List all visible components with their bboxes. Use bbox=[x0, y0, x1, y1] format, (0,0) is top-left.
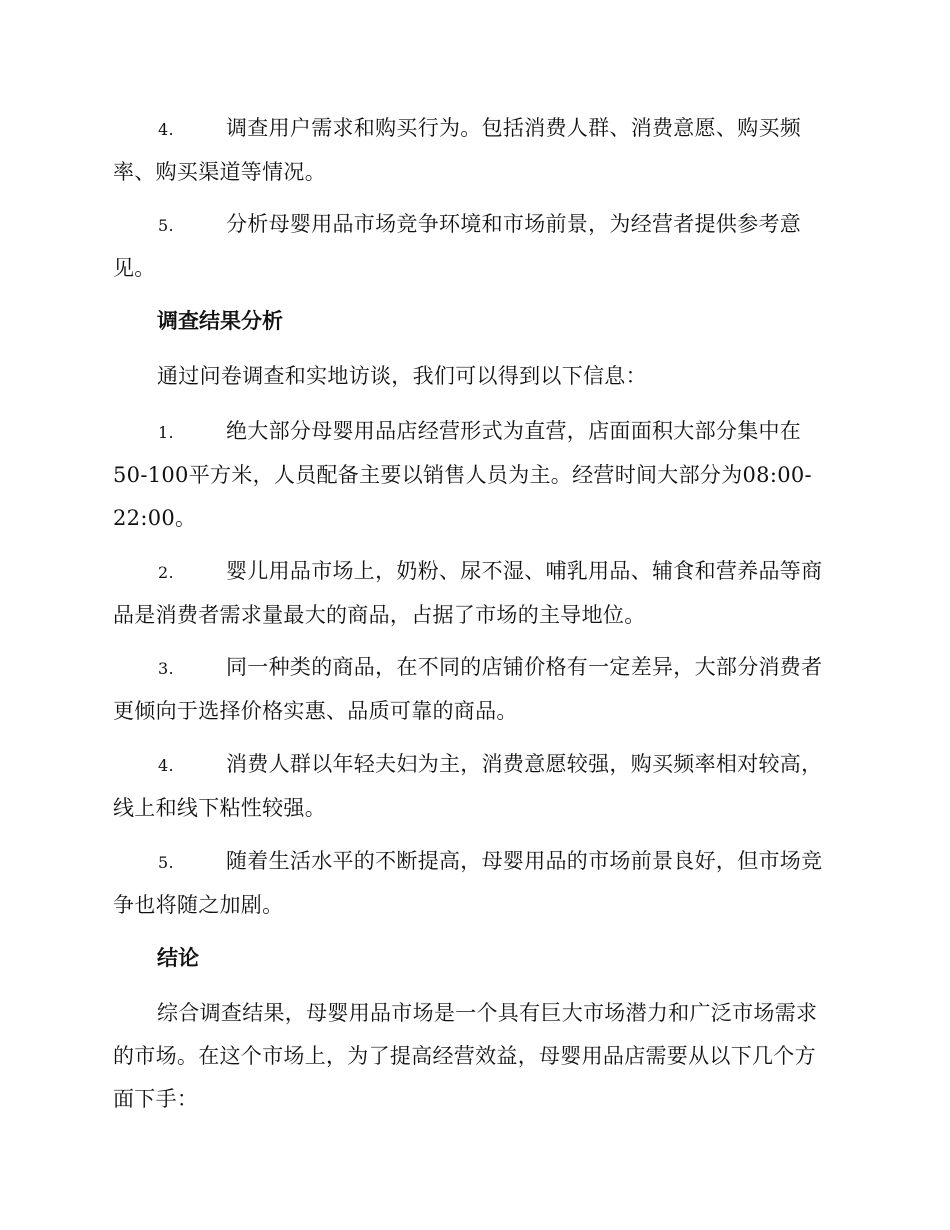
list-item-number: 5. bbox=[158, 853, 174, 872]
list-item-text: 同一种类的商品，在不同的店铺价格有一定差异，大部分消费者更倾向于选择价格实惠、品质可靠的商品。 bbox=[113, 655, 823, 723]
list-item-text: 绝大部分母婴用品店经营形式为直营，店面面积大部分集中在50-100平方米，人员配备主要以销售人员为主。经营时间大部分为08:00-22:00。 bbox=[113, 419, 812, 530]
list-item-number: 4. bbox=[158, 120, 174, 139]
list-item bbox=[113, 743, 833, 830]
list-item-text: 随着生活水平的不断提高，母婴用品的市场前景良好，但市场竞争也将随之加剧。 bbox=[113, 849, 823, 917]
list-item-text: 分析母婴用品市场竞争环境和市场前景，为经营者提供参考意见。 bbox=[113, 212, 802, 280]
analysis-intro: 通过问卷调查和实地访谈，我们可以得到以下信息： bbox=[157, 364, 647, 388]
list-item bbox=[113, 410, 833, 540]
section-heading-conclusion: 结论 bbox=[157, 946, 199, 970]
list-item-number: 1. bbox=[158, 423, 174, 442]
list-item bbox=[113, 550, 833, 637]
list-item-text: 婴儿用品市场上，奶粉、尿不湿、哺乳用品、辅食和营养品等商品是消费者需求量最大的商品，占据了市场的主导地位。 bbox=[113, 559, 823, 627]
list-item-number: 5. bbox=[158, 216, 174, 235]
list-item-number: 4. bbox=[158, 756, 174, 775]
conclusion-text: 综合调查结果，母婴用品市场是一个具有巨大市场潜力和广泛市场需求的市场。在这个市场上，为了提高经营效益，母婴用品店需要从以下几个方面下手： bbox=[113, 1001, 818, 1111]
list-item bbox=[113, 107, 833, 194]
list-item bbox=[113, 646, 833, 733]
list-item-number: 2. bbox=[158, 563, 174, 582]
list-item-text: 消费人群以年轻夫妇为主，消费意愿较强，购买频率相对较高，线上和线下粘性较强。 bbox=[113, 752, 823, 820]
list-item bbox=[113, 203, 833, 290]
list-item-text: 调查用户需求和购买行为。包括消费人群、消费意愿、购买频率、购买渠道等情况。 bbox=[113, 116, 802, 184]
section-heading-analysis: 调查结果分析 bbox=[157, 309, 283, 333]
list-item-number: 3. bbox=[158, 659, 174, 678]
list-item bbox=[113, 840, 833, 927]
